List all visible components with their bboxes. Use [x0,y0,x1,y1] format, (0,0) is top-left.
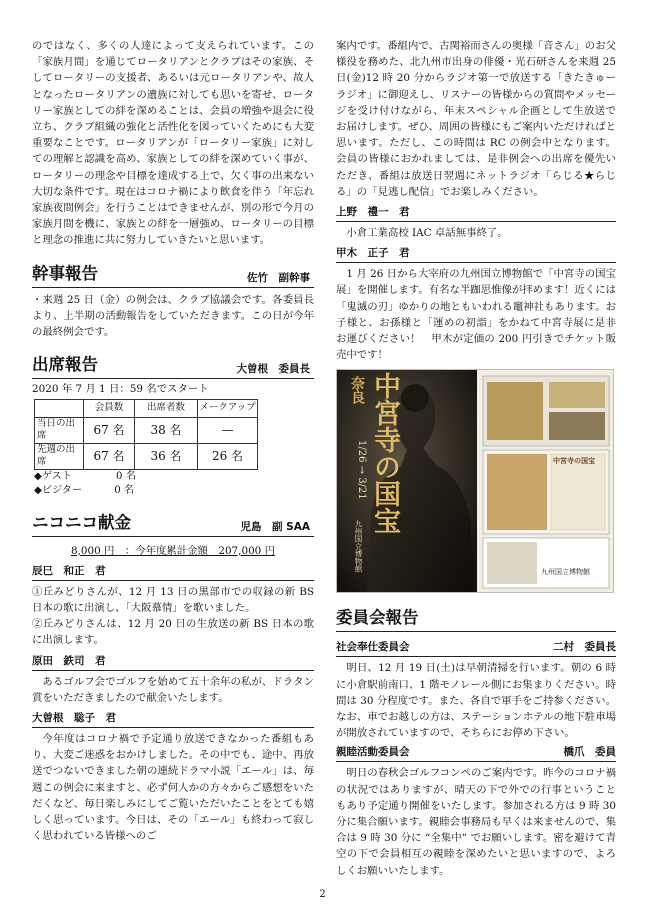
visitor-line [34,484,314,498]
committee-person: 二村 委員長 [553,641,616,654]
kanji-report-text: ・来週 25 日（金）の例会は、クラブ協議会です。各委員長より、上半期の活動報告をしていただきます。この日が今年の最終例会です。 [32,293,314,339]
donor-name: 大曽根 聡子 君 [32,711,314,728]
poster-photo-hall [487,454,547,530]
committee-title: 委員会報告 [336,608,419,628]
donor-text: 今年度はコロナ禍で予定通り放送できなかった番組もあり、大変ご迷惑をおかけしました。その中でも、途中、再放送でつないできました朝の連続ドラマ小説「エール」は、毎週この例会に来ますと、必ず何人かの方々からご感想をいただくなど、毎日楽しみにしてご覧いただいたことをとても嬉しく思っています。今日は、その「エール」も終わって寂しく思われている皆様へのご [32,733,314,843]
attendance-table [34,399,258,469]
makeup-value: — [198,417,258,443]
attendees-value: 38 名 [135,417,198,443]
statue-head [401,384,429,412]
committee-name: 親睦活動委員会 [336,746,410,759]
left-column [32,38,314,845]
visitor-label: ◆ビジター [34,484,83,496]
committee-row [336,745,616,762]
donation-total: 8,000 円 ：今年度累計金額 207,000 円 [70,544,275,557]
poster-photo-detail [549,382,605,408]
kanji-report-header [32,263,314,288]
donor-name: 上野 禮一 君 [336,205,616,222]
makeup-value: 26 名 [198,443,258,469]
donor-text: 1 月 26 日から大宰府の九州国立博物館で「中宮寺の国宝展」を開催します。有名な半跏思惟像が拝めます！近くには「鬼滅の刃」ゆかりの地ともいわれる竈神社もあります。お子様と、お孫様と「運めの初詣」をかねて中宮寺展に是非お運びください！ 甲木が定価の 200 円引きでチケット販売中です！ [336,268,616,362]
donation-author: 児島 副 SAA [240,520,310,533]
poster-footer: 九州国立博物館 [541,568,590,577]
poster-text-block [551,454,605,530]
donor-name: 甲木 正子 君 [336,246,616,263]
header-makeup: メークアップ [198,400,258,417]
donor-name: 原田 鉄司 君 [32,654,314,671]
header-attendees: 出席者数 [135,400,198,417]
kanji-report-author: 佐竹 副幹事 [247,271,310,284]
right-column [336,38,616,879]
attendance-title: 出席報告 [32,355,98,375]
donor-name: 辰巳 和正 君 [32,564,314,581]
continued-text: 案内です。番組内で、古関裕而さんの奥様「音さん」のお父様役を務めた、北九州市出身の俳優・光石研さんを来週 25 日(金)12 時 20 分からラジオ第一で放送する「きたきゅーラジオ」に御迎えし、リスナーの皆様からの質問やメッセージを受け付けながら、年末スペシャル企画として生放送でお届けします。ぜひ、周囲の皆様にもご案内いただければと思います。ただし、この時間は RC の例会中となります。会員の皆様におかれましては、是非例会への出席を優先いただき、番組は放送日翌週にネットラジオ「らじる★らじる」の「見逃し配信」でお楽しみください。 [336,40,616,198]
poster-photo-temple [487,382,543,440]
row-label: 当日の出席 [35,417,84,443]
kanji-report-title: 幹事報告 [32,263,98,283]
poster-map [487,542,537,584]
guest-label: ◆ゲスト [34,470,72,482]
committee-name: 社会奉仕委員会 [336,641,410,654]
donor-text: ②丘みどりさんは、12 月 20 日の生放送の新 BS 日本の歌に出演します。 [32,618,314,647]
attendance-header-row [35,400,258,417]
committee-text: 明日、12 月 19 日(土)は早朝清掃を行います。朝の 6 時に小倉駅前南口、1 階モノレール側にお集まりください。時間は 30 分程度です。また、各自で軍手をご持参ください。なお、車でお越しの方は、ステーションホテルの地下駐車場が開放されていますので、そちらにお停め下さい。 [336,662,616,740]
members-value: 67 名 [84,417,135,443]
exhibition-poster [336,369,614,593]
poster-venue: 九州国立博物館 [354,520,363,573]
poster-photo-detail-2 [549,412,605,440]
donor-text: あるゴルフ会でゴルフを始めて五十余年の私が、ドラタン賞をいただきましたので献金いたします。 [32,675,314,704]
committee-text: 明日の春秋会ゴルフコンペのご案内です。昨今のコロナ禍の状況ではありますが、晴天の下で外での行事ということもあり予定通り開催をいたします。参加される方は 9 時 30 分に集合願います。親睦会事務局も早くは来ませんので、集合は 9 時 30 分に “全集中” でお願いします。密を避けて青空の下で会員相互の親睦を深めたいと思いますので、よろしくお願いいたします。 [336,767,616,877]
donor-text: ①丘みどりさんが、12 月 13 日の黒部市での収録の新 BS 日本の歌に出演し、「大阪慕情」を歌いました。 [32,585,314,615]
donation-header [32,512,314,537]
row-label: 先週の出席 [35,443,84,469]
family-month-text: のではなく、多くの人達によって支えられています。この「家族月間」を通じてロータリアンとクラブはその家族、そしてロータリーの支援者、あるいは元ロータリアンや、故人となったロータリアンの遺族に対しても思いを寄せ、ロータリー家族としての絆を深めることは、会員の増強や退会に役立ち、クラブ組織の強化と活性化を図っていくためにも大変重要なことです。ロータリアンが「ロータリー家族」に対しての理解と認識を高め、家族としての絆を深めていく事が、ロータリーの理念や目標を達成する上で、欠く事の出来ない大切な条件です。現在はコロナ禍により飲食を伴う「年忘れ家族夜間例会」を行うことはできませんが、別の形で今月の家族月間を機に、家族との絆を一層強め、ロータリーの目標と理念の推進に共に努力していきたいと思います。 [32,40,314,247]
attendance-row-today [35,417,258,443]
page-number: 2 [319,889,326,900]
donation-title: ニコニコ献金 [32,512,131,532]
visitor-value: 0 名 [114,484,135,496]
members-value: 67 名 [84,443,135,469]
poster-dates: 1/26 → 3/21 [356,440,367,501]
attendees-value: 36 名 [135,443,198,469]
attendance-start: 2020 年 7 月 1 日：59 名でスタート [32,383,209,396]
header-members: 会員数 [84,400,135,417]
committee-header [336,607,616,632]
attendance-author: 大曽根 委員長 [236,363,310,376]
committee-row [336,640,616,657]
committee-person: 橋爪 委員 [563,746,616,759]
attendance-header [32,354,314,379]
attendance-corner-cell [35,400,84,417]
poster-title: 中宮寺の国宝 [369,372,400,535]
attendance-row-last-week [35,443,258,469]
poster-prefix: 奈良 [349,376,365,405]
guest-line [34,470,314,484]
guest-value: 0 名 [116,470,136,482]
poster-side-title: 中宮寺の国宝 [553,456,595,466]
donor-text: 小倉工業高校 IAC 卓話無事終了。 [346,227,508,240]
